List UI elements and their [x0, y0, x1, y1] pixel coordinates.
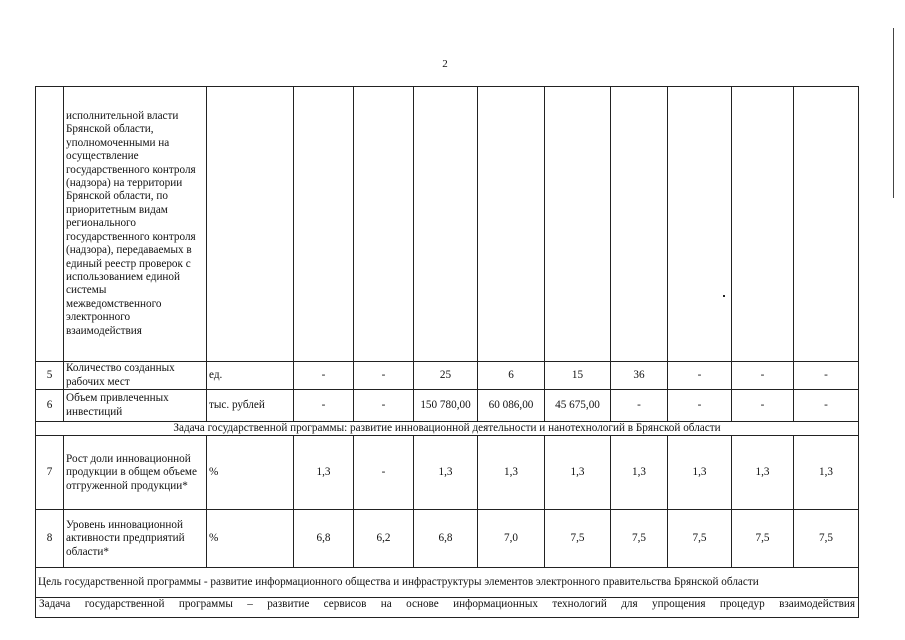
value-cell: -: [732, 390, 794, 422]
table-row-continued: [36, 87, 859, 362]
value-cell: 36: [611, 362, 668, 390]
task-row: [36, 422, 859, 436]
value-cell: -: [668, 362, 732, 390]
value-cell: 7,5: [794, 510, 859, 568]
row-number-cell: 6: [36, 390, 64, 422]
value-cell: -: [294, 390, 354, 422]
row-number-cell: 5: [36, 362, 64, 390]
scan-edge-line: [893, 28, 894, 198]
unit-cell: %: [207, 510, 294, 568]
page-number: 2: [442, 58, 448, 70]
task-heading-cell: [36, 598, 859, 618]
value-cell: 45 675,00: [545, 390, 611, 422]
unit-cell: тыс. рублей: [207, 390, 294, 422]
row-number-cell: 8: [36, 510, 64, 568]
value-cell: 6: [478, 362, 545, 390]
value-cell: -: [611, 390, 668, 422]
value-cell: -: [794, 390, 859, 422]
value-cell: 7,5: [611, 510, 668, 568]
row-number-cell: [36, 87, 64, 362]
value-cell: 1,3: [611, 436, 668, 510]
value-cell: 6,8: [294, 510, 354, 568]
table-row: [36, 362, 859, 390]
value-cell: 7,5: [732, 510, 794, 568]
value-cell: 1,3: [294, 436, 354, 510]
value-cell: 1,3: [414, 436, 478, 510]
unit-cell: %: [207, 436, 294, 510]
value-cell: -: [354, 390, 414, 422]
value-cell: 60 086,00: [478, 390, 545, 422]
value-cell: 25: [414, 362, 478, 390]
value-cell: 1,3: [668, 436, 732, 510]
table-row: [36, 510, 859, 568]
value-cell: 7,5: [545, 510, 611, 568]
value-cell: 1,3: [545, 436, 611, 510]
value-cell: 6,8: [414, 510, 478, 568]
value-cell: 6,2: [354, 510, 414, 568]
value-cell: -: [668, 390, 732, 422]
indicator-cell: Уровень инновационной активности предприятий области*: [64, 510, 207, 568]
unit-cell: ед.: [207, 362, 294, 390]
value-cell: 1,3: [732, 436, 794, 510]
value-cell: -: [294, 362, 354, 390]
task-heading: Задача государственной программы: развитие инновационной деятельности и нанотехнологий в Брянской области: [36, 422, 859, 436]
value-cell: 15: [545, 362, 611, 390]
value-cell: 150 780,00: [414, 390, 478, 422]
table-row: [36, 436, 859, 510]
indicators-table: [35, 86, 859, 618]
value-cell: -: [794, 362, 859, 390]
goal-row: [36, 568, 859, 598]
indicator-cell: исполнительной власти Брянской области, уполномоченными на осуществление государственного контроля (надзора) на территории Брянской области, по приоритетным видам регионального государственного контроля (надзора), передаваемых в единый реестр проверок с использованием единой системы межведомственного электронного взаимодействия: [64, 87, 207, 362]
value-cell: 7,5: [668, 510, 732, 568]
indicator-cell: Объем привлеченных инвестиций: [64, 390, 207, 422]
indicator-cell: Рост доли инновационной продукции в общем объеме отгруженной продукции*: [64, 436, 207, 510]
value-cell: 7,0: [478, 510, 545, 568]
indicator-cell: Количество созданных рабочих мест: [64, 362, 207, 390]
goal-heading: Цель государственной программы - развитие информационного общества и инфраструктуры элементов электронного правительства Брянской области: [36, 568, 859, 598]
value-cell: 1,3: [478, 436, 545, 510]
task-row: [36, 598, 859, 618]
task-heading: Задача государственной программы – развитие сервисов на основе информационных технологий для упрощения процедур взаимодействия: [39, 598, 855, 611]
table-row: [36, 390, 859, 422]
value-cell: 1,3: [794, 436, 859, 510]
value-cell: -: [732, 362, 794, 390]
value-cell: -: [354, 436, 414, 510]
row-number-cell: 7: [36, 436, 64, 510]
value-cell: -: [354, 362, 414, 390]
